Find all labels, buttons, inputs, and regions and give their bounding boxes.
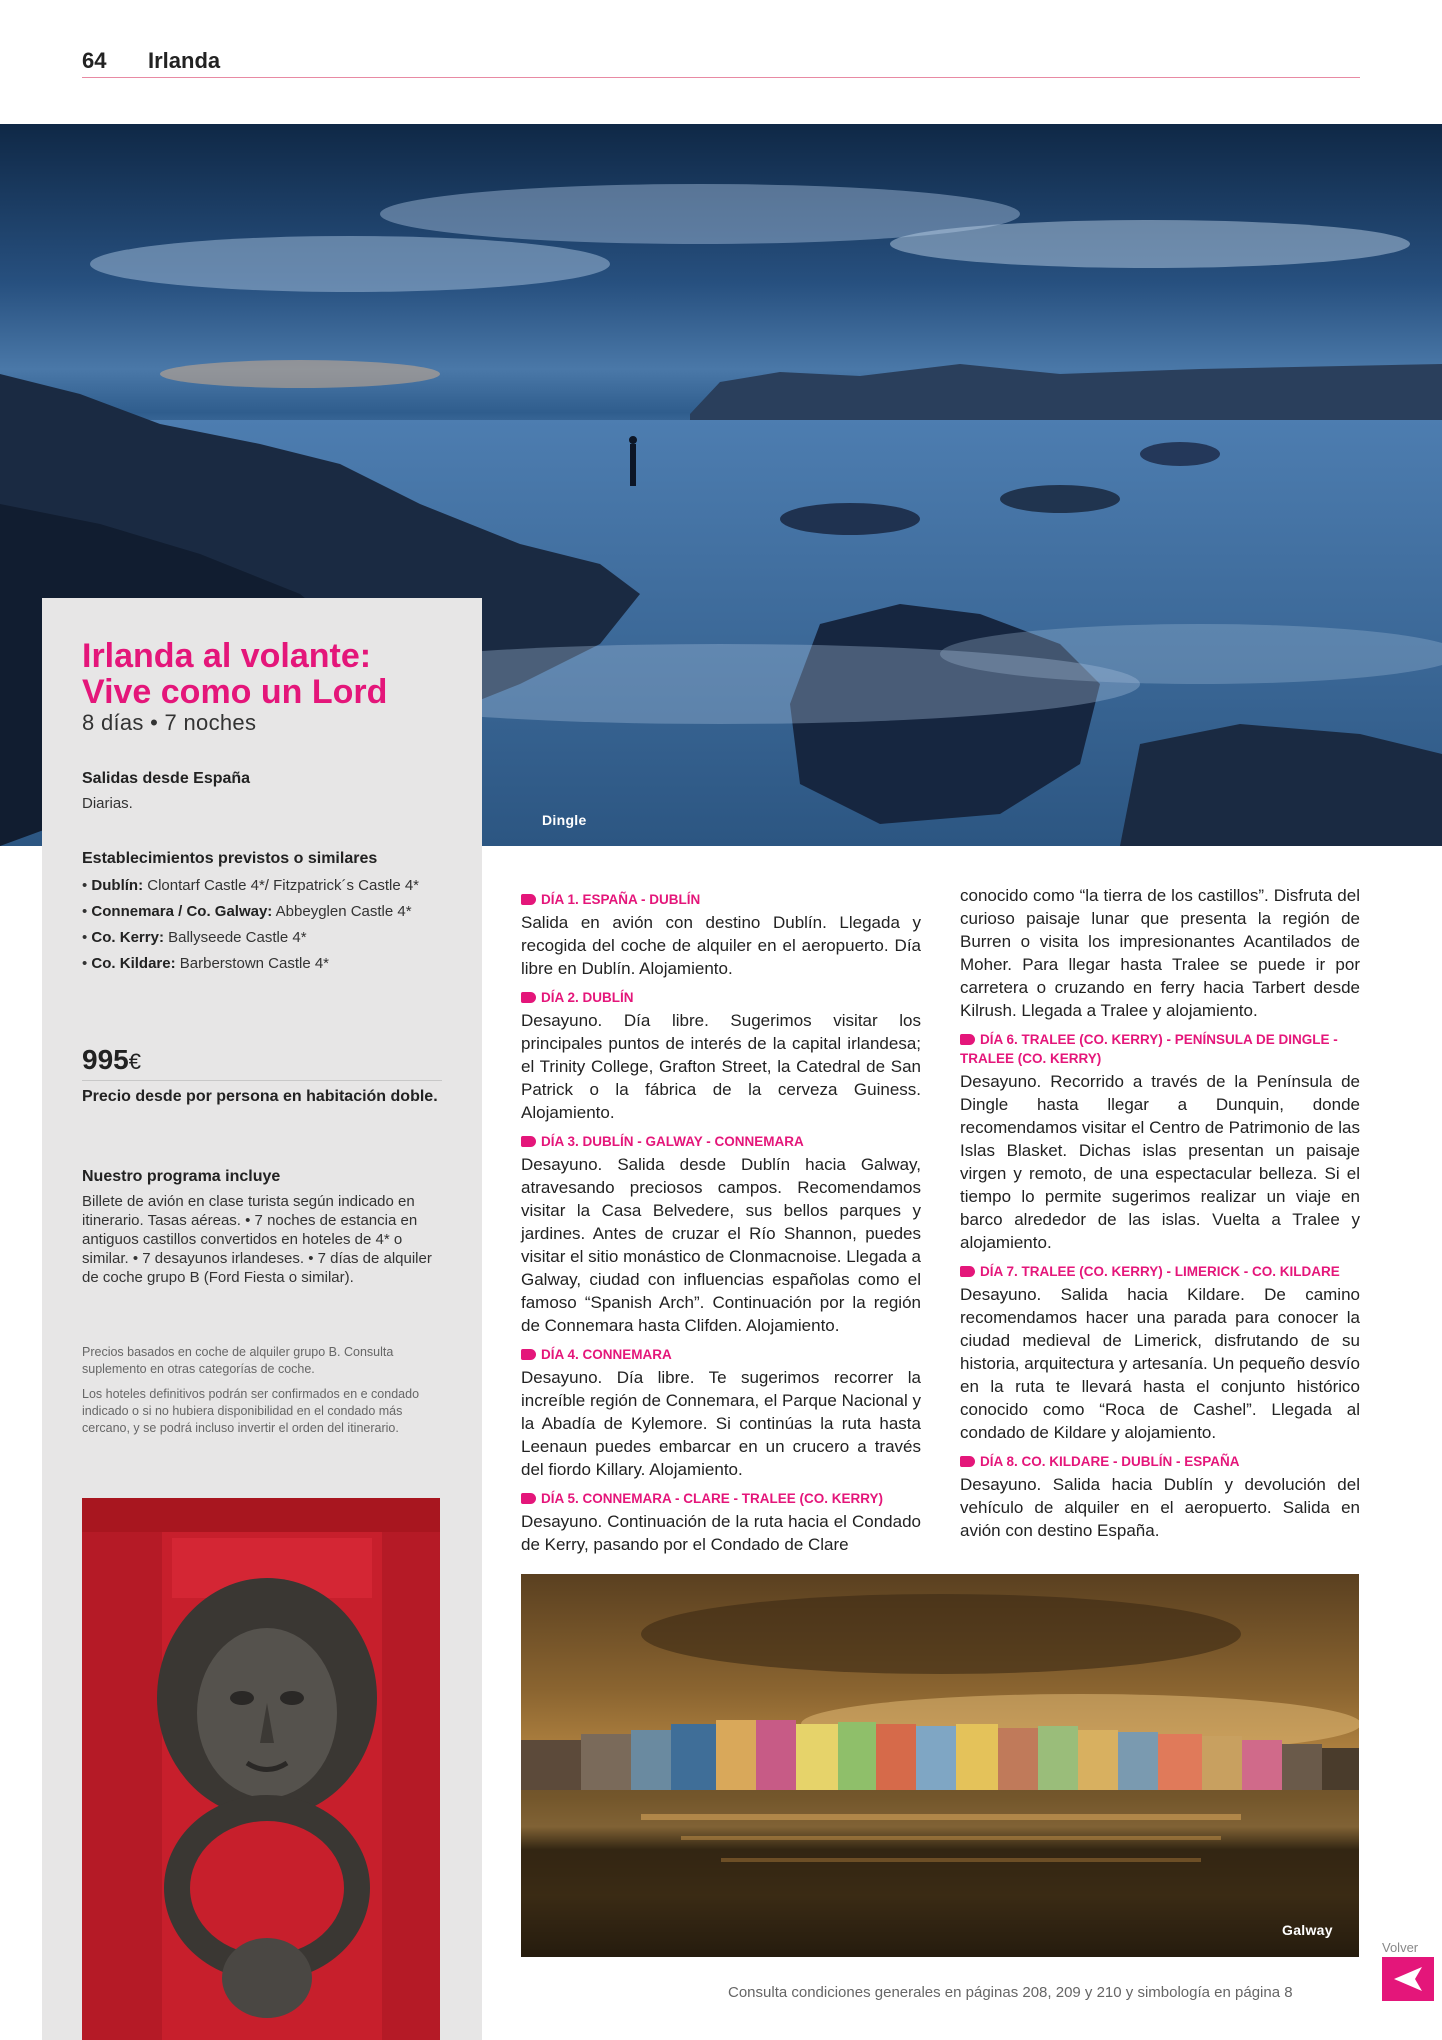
hotel-name: Clontarf Castle 4*/ Fitzpatrick´s Castle 4* bbox=[147, 877, 420, 894]
hotel-item: • Dublín: Clontarf Castle 4*/ Fitzpatrick´s Castle 4* bbox=[82, 877, 420, 894]
day-heading bbox=[521, 890, 921, 909]
day-block bbox=[960, 1030, 1360, 1254]
trip-duration: 8 días • 7 noches bbox=[82, 710, 257, 735]
day-text: Desayuno. Salida hacia Kildare. De camino recomendamos hacer una parada para conocer la ciudad medieval de Limerick, disfrutando de su historia, arquitectura y artesanía. Un pequeño desvío en la ruta te llevará hasta el conjunto histórico conocido como “Roca de Cashel”. Llegada al condado de Kildare y alojamiento. bbox=[960, 1285, 1360, 1442]
back-label[interactable]: Volver bbox=[1382, 1940, 1419, 1955]
day-title: DÍA 6. TRALEE (CO. KERRY) - PENÍNSULA DE DINGLE - TRALEE (CO. KERRY) bbox=[960, 1032, 1338, 1066]
photo-caption-galway: Galway bbox=[1282, 1922, 1333, 1938]
price bbox=[82, 1044, 442, 1076]
day-text: Desayuno. Día libre. Te sugerimos recorrer la increíble región de Connemara, el Parque Nacional y la Abadía de Kylemore. Si continúas la ruta hasta Leenaun puedes embarcar en un crucero a través del fiordo Killary. Alojamiento. bbox=[521, 1368, 921, 1479]
departures-label: Salidas desde España bbox=[82, 770, 251, 787]
section-title: Irlanda bbox=[148, 48, 221, 73]
photo-caption-dingle: Dingle bbox=[542, 812, 587, 828]
hotel-item: • Co. Kerry: Ballyseede Castle 4* bbox=[82, 929, 307, 946]
trip-title-line1: Irlanda al volante: bbox=[82, 637, 372, 675]
day-heading bbox=[960, 1452, 1360, 1471]
hotel-place: Connemara / Co. Galway: bbox=[91, 903, 273, 920]
trip-title bbox=[82, 638, 442, 710]
bullet-icon bbox=[960, 1456, 975, 1467]
galway-illustration bbox=[521, 1574, 1359, 1957]
galway-photo bbox=[521, 1574, 1359, 1957]
page-number: 64 bbox=[82, 48, 107, 73]
day-text: Desayuno. Continuación de la ruta hacia el Condado de Kerry, pasando por el Condado de Clare bbox=[521, 1512, 921, 1554]
hotel-note: Los hoteles definitivos podrán ser confirmados en e condado indicado o si no hubiera disponibilidad en el condado más cercano, y se podrá incluso invertir el orden del itinerario. bbox=[82, 1387, 420, 1435]
day-title: DÍA 1. ESPAÑA - DUBLÍN bbox=[541, 892, 701, 907]
door-knocker-illustration bbox=[82, 1498, 440, 2040]
footer-note: Consulta condiciones generales en páginas 208, 209 y 210 y simbología en página 8 bbox=[728, 1984, 1293, 2001]
day-title: DÍA 3. DUBLÍN - GALWAY - CONNEMARA bbox=[541, 1134, 804, 1149]
hotel-place: Co. Kildare: bbox=[91, 955, 176, 972]
day-block bbox=[960, 1262, 1360, 1444]
bullet-icon bbox=[960, 1266, 975, 1277]
arrow-left-icon bbox=[1382, 1957, 1434, 2001]
price-note: Precios basados en coche de alquiler grupo B. Consulta suplemento en otras categorías de coche. bbox=[82, 1345, 394, 1376]
bullet-icon bbox=[521, 894, 536, 905]
day-heading bbox=[521, 1345, 921, 1364]
day-title: DÍA 4. CONNEMARA bbox=[541, 1347, 672, 1362]
door-knocker-photo bbox=[82, 1498, 440, 2040]
hotel-place: Dublín: bbox=[91, 877, 144, 894]
day-block bbox=[521, 1132, 921, 1337]
day-text: Salida en avión con destino Dublín. Llegada y recogida del coche de alquiler en el aeropuerto. Día libre en Dublín. Alojamiento. bbox=[521, 913, 921, 978]
day-block bbox=[960, 1452, 1360, 1542]
page-header bbox=[82, 46, 1360, 78]
itinerary-column-2 bbox=[960, 884, 1360, 1542]
bullet-icon bbox=[521, 1349, 536, 1360]
day-block bbox=[521, 1489, 921, 1556]
day-block bbox=[521, 890, 921, 980]
day-title: DÍA 2. DUBLÍN bbox=[541, 990, 634, 1005]
day-text: Desayuno. Recorrido a través de la Península de Dingle hasta llegar a Dunquin, donde recomendamos visitar el Centro de Patrimonio de las Islas Blasket. Dichas islas presentan un paisaje virgen y remoto, de una espectacular belleza. Si el tiempo lo permite sugerimos realizar un viaje en barco alrededor de las islas. Vuelta a Tralee y alojamiento. bbox=[960, 1072, 1360, 1252]
hotel-item: • Connemara / Co. Galway: Abbeyglen Castle 4* bbox=[82, 903, 412, 920]
price-description: Precio desde por persona en habitación doble. bbox=[82, 1088, 438, 1105]
hotel-place: Co. Kerry: bbox=[91, 929, 164, 946]
bullet-icon bbox=[521, 992, 536, 1003]
hotel-name: Barberstown Castle 4* bbox=[179, 955, 330, 972]
includes-label: Nuestro programa incluye bbox=[82, 1168, 281, 1185]
bullet-icon bbox=[960, 1034, 975, 1045]
day-heading bbox=[960, 1262, 1360, 1281]
day-text: Desayuno. Salida desde Dublín hacia Galway, atravesando preciosos campos. Recomendamos visitar la Casa Belvedere, sus bellos parques y jardines. Antes de cruzar el Río Shannon, puedes visitar el sitio monástico de Clonmacnoise. Llegada a Galway, ciudad con influencias españolas como el famoso “Spanish Arch”. Continuación por la región de Connemara hasta Clifden. Alojamiento. bbox=[521, 1155, 921, 1335]
day-title: DÍA 5. CONNEMARA - CLARE - TRALEE (CO. KERRY) bbox=[541, 1491, 883, 1506]
day-block bbox=[521, 988, 921, 1124]
price-divider bbox=[82, 1080, 442, 1081]
includes-text: Billete de avión en clase turista según indicado en itinerario. Tasas aéreas. • 7 noches de estancia en antiguos castillos convertidos en hoteles de 4* o similar. • 7 desayunos irlandeses. • 7 días de alquiler de coche grupo B (Ford Fiesta o similar). bbox=[82, 1193, 432, 1286]
hotel-list bbox=[82, 876, 442, 980]
hotel-name: Ballyseede Castle 4* bbox=[168, 929, 307, 946]
day-heading bbox=[521, 1132, 921, 1151]
day-heading bbox=[521, 988, 921, 1007]
day-text: Desayuno. Día libre. Sugerimos visitar los principales puntos de interés de la capital irlandesa; el Trinity College, Grafton Street, la Catedral de San Patrick o la fábrica de la cerveza Guiness. Alojamiento. bbox=[521, 1011, 921, 1122]
hotel-item: • Co. Kildare: Barberstown Castle 4* bbox=[82, 955, 330, 972]
day-text-continued: conocido como “la tierra de los castillos”. Disfruta del curioso paisaje lunar que presenta la región de Burren o visita los impresionantes Acantilados de Moher. Para llegar hasta Tralee se puede ir por carretera o cruzando en ferry hacia Tarbert desde Kilrush. Llegada a Tralee y alojamiento. bbox=[960, 886, 1360, 1020]
day-text: Desayuno. Salida hacia Dublín y devolución del vehículo de alquiler en el aeropuerto. Salida en avión con destino España. bbox=[960, 1475, 1360, 1540]
day-heading bbox=[521, 1489, 921, 1508]
day-title: DÍA 7. TRALEE (CO. KERRY) - LIMERICK - CO. KILDARE bbox=[980, 1264, 1340, 1279]
back-button[interactable] bbox=[1382, 1957, 1434, 2001]
bullet-icon bbox=[521, 1493, 536, 1504]
bullet-icon bbox=[521, 1136, 536, 1147]
day-block bbox=[521, 1345, 921, 1481]
departures-value: Diarias. bbox=[82, 795, 133, 812]
hotels-label: Establecimientos previstos o similares bbox=[82, 850, 378, 867]
day-title: DÍA 8. CO. KILDARE - DUBLÍN - ESPAÑA bbox=[980, 1454, 1240, 1469]
day-heading bbox=[960, 1030, 1360, 1068]
itinerary-column-1 bbox=[521, 882, 921, 1556]
price-value: 995 bbox=[82, 1044, 129, 1075]
trip-title-line2: Vive como un Lord bbox=[82, 673, 388, 711]
hotel-name: Abbeyglen Castle 4* bbox=[275, 903, 412, 920]
price-currency: € bbox=[128, 1049, 141, 1074]
